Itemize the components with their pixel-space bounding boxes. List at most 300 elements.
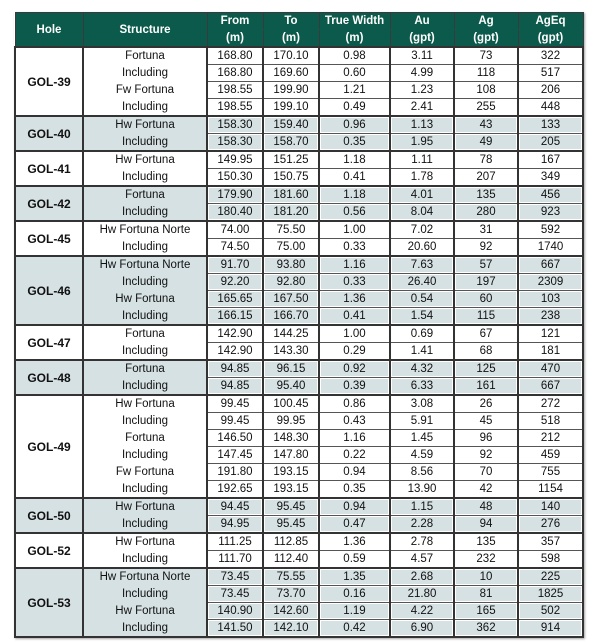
from-cell: 99.45 (207, 413, 263, 430)
hole-id-cell: GOL-45 (15, 221, 83, 256)
ag-cell: 96 (454, 430, 518, 447)
table-row (15, 221, 583, 239)
structure-cell: Hw Fortuna (83, 151, 207, 169)
header-hole: Hole (15, 13, 83, 48)
structure-cell: Fw Fortuna (83, 464, 207, 481)
au-cell: 1.54 (390, 308, 454, 326)
hole-id-cell: GOL-40 (15, 116, 83, 151)
from-cell: 74.00 (207, 221, 263, 239)
from-cell: 99.45 (207, 395, 263, 413)
to-cell: 159.40 (263, 116, 319, 134)
structure-cell: Hw Fortuna (83, 116, 207, 134)
structure-cell: Including (83, 204, 207, 222)
to-cell: 170.10 (263, 47, 319, 65)
header-true-width-unit: (m) (319, 30, 390, 48)
structure-cell: Including (83, 378, 207, 396)
table-row (15, 65, 583, 82)
ag-cell: 26 (454, 395, 518, 413)
ag-cell: 118 (454, 65, 518, 82)
ageq-cell: 349 (518, 169, 583, 187)
header-to-unit: (m) (263, 30, 319, 48)
structure-cell: Including (83, 413, 207, 430)
from-cell: 179.90 (207, 186, 263, 204)
ageq-cell: 121 (518, 325, 583, 343)
from-cell: 166.15 (207, 308, 263, 326)
true-width-cell: 1.16 (319, 256, 390, 274)
ag-cell: 42 (454, 481, 518, 499)
table-row (15, 620, 583, 638)
ag-cell: 31 (454, 221, 518, 239)
ageq-cell: 667 (518, 378, 583, 396)
to-cell: 112.85 (263, 533, 319, 551)
true-width-cell: 0.43 (319, 413, 390, 430)
from-cell: 94.85 (207, 378, 263, 396)
true-width-cell: 0.33 (319, 239, 390, 257)
au-cell: 7.63 (390, 256, 454, 274)
hole-id-cell: GOL-52 (15, 533, 83, 568)
au-cell: 4.32 (390, 360, 454, 378)
table-row (15, 256, 583, 274)
table-row (15, 151, 583, 169)
structure-cell: Including (83, 308, 207, 326)
true-width-cell: 0.35 (319, 481, 390, 499)
from-cell: 168.80 (207, 47, 263, 65)
ageq-cell: 103 (518, 291, 583, 308)
ageq-cell: 238 (518, 308, 583, 326)
table-row (15, 99, 583, 117)
table-row (15, 186, 583, 204)
true-width-cell: 1.19 (319, 603, 390, 620)
au-cell: 1.78 (390, 169, 454, 187)
header-from: From (207, 13, 263, 30)
from-cell: 180.40 (207, 204, 263, 222)
table-row (15, 360, 583, 378)
au-cell: 5.91 (390, 413, 454, 430)
ageq-cell: 206 (518, 82, 583, 99)
au-cell: 1.11 (390, 151, 454, 169)
ageq-cell: 1740 (518, 239, 583, 257)
true-width-cell: 1.16 (319, 430, 390, 447)
hole-id-cell: GOL-42 (15, 186, 83, 221)
to-cell: 100.45 (263, 395, 319, 413)
header-true-width: True Width (319, 13, 390, 30)
au-cell: 6.33 (390, 378, 454, 396)
structure-cell: Fw Fortuna (83, 82, 207, 99)
from-cell: 158.30 (207, 116, 263, 134)
true-width-cell: 1.00 (319, 325, 390, 343)
ageq-cell: 140 (518, 498, 583, 516)
true-width-cell: 0.47 (319, 516, 390, 534)
from-cell: 158.30 (207, 134, 263, 152)
ag-cell: 115 (454, 308, 518, 326)
ag-cell: 49 (454, 134, 518, 152)
ageq-cell: 225 (518, 568, 583, 586)
structure-cell: Hw Fortuna (83, 498, 207, 516)
ageq-cell: 592 (518, 221, 583, 239)
table-body (15, 47, 583, 637)
hole-id-cell: GOL-49 (15, 395, 83, 498)
table-row (15, 430, 583, 447)
header-ag-unit: (gpt) (454, 30, 518, 48)
table-row (15, 533, 583, 551)
true-width-cell: 1.36 (319, 533, 390, 551)
to-cell: 169.60 (263, 65, 319, 82)
header-row-labels (15, 13, 583, 30)
true-width-cell: 1.18 (319, 151, 390, 169)
to-cell: 151.25 (263, 151, 319, 169)
au-cell: 4.99 (390, 65, 454, 82)
structure-cell: Fortuna (83, 186, 207, 204)
table-row (15, 82, 583, 99)
from-cell: 165.65 (207, 291, 263, 308)
au-cell: 1.13 (390, 116, 454, 134)
ag-cell: 73 (454, 47, 518, 65)
ageq-cell: 923 (518, 204, 583, 222)
to-cell: 93.80 (263, 256, 319, 274)
au-cell: 3.08 (390, 395, 454, 413)
structure-cell: Including (83, 239, 207, 257)
header-ageq-unit: (gpt) (518, 30, 583, 48)
ag-cell: 70 (454, 464, 518, 481)
true-width-cell: 0.94 (319, 498, 390, 516)
true-width-cell: 1.21 (319, 82, 390, 99)
structure-cell: Hw Fortuna Norte (83, 568, 207, 586)
ag-cell: 45 (454, 413, 518, 430)
ageq-cell: 470 (518, 360, 583, 378)
au-cell: 2.78 (390, 533, 454, 551)
table-row (15, 498, 583, 516)
table-header (15, 13, 583, 48)
ag-cell: 135 (454, 533, 518, 551)
ageq-cell: 448 (518, 99, 583, 117)
structure-cell: Including (83, 134, 207, 152)
table-row (15, 378, 583, 396)
true-width-cell: 0.59 (319, 551, 390, 569)
ag-cell: 78 (454, 151, 518, 169)
structure-cell: Including (83, 274, 207, 291)
ag-cell: 81 (454, 586, 518, 603)
ageq-cell: 357 (518, 533, 583, 551)
ag-cell: 57 (454, 256, 518, 274)
to-cell: 96.15 (263, 360, 319, 378)
from-cell: 74.50 (207, 239, 263, 257)
true-width-cell: 0.92 (319, 360, 390, 378)
structure-cell: Including (83, 343, 207, 361)
ageq-cell: 167 (518, 151, 583, 169)
ag-cell: 94 (454, 516, 518, 534)
ag-cell: 108 (454, 82, 518, 99)
ageq-cell: 1825 (518, 586, 583, 603)
true-width-cell: 0.86 (319, 395, 390, 413)
structure-cell: Fortuna (83, 360, 207, 378)
from-cell: 198.55 (207, 99, 263, 117)
au-cell: 13.90 (390, 481, 454, 499)
header-au: Au (390, 13, 454, 30)
structure-cell: Hw Fortuna Norte (83, 256, 207, 274)
drill-results-table (14, 12, 584, 638)
ageq-cell: 517 (518, 65, 583, 82)
table-row (15, 603, 583, 620)
to-cell: 167.50 (263, 291, 319, 308)
au-cell: 26.40 (390, 274, 454, 291)
true-width-cell: 0.22 (319, 447, 390, 464)
ag-cell: 161 (454, 378, 518, 396)
ageq-cell: 459 (518, 447, 583, 464)
header-au-unit: (gpt) (390, 30, 454, 48)
ageq-cell: 755 (518, 464, 583, 481)
table-row (15, 204, 583, 222)
to-cell: 193.15 (263, 481, 319, 499)
from-cell: 142.90 (207, 325, 263, 343)
hole-id-cell: GOL-47 (15, 325, 83, 360)
ag-cell: 255 (454, 99, 518, 117)
hole-id-cell: GOL-46 (15, 256, 83, 325)
ageq-cell: 502 (518, 603, 583, 620)
to-cell: 144.25 (263, 325, 319, 343)
structure-cell: Including (83, 586, 207, 603)
from-cell: 111.70 (207, 551, 263, 569)
true-width-cell: 0.42 (319, 620, 390, 638)
from-cell: 198.55 (207, 82, 263, 99)
structure-cell: Hw Fortuna (83, 395, 207, 413)
table-row (15, 568, 583, 586)
ag-cell: 68 (454, 343, 518, 361)
au-cell: 2.68 (390, 568, 454, 586)
table-row (15, 447, 583, 464)
au-cell: 4.57 (390, 551, 454, 569)
from-cell: 94.45 (207, 498, 263, 516)
ag-cell: 135 (454, 186, 518, 204)
ag-cell: 60 (454, 291, 518, 308)
table-row (15, 169, 583, 187)
au-cell: 2.41 (390, 99, 454, 117)
to-cell: 181.20 (263, 204, 319, 222)
true-width-cell: 1.35 (319, 568, 390, 586)
true-width-cell: 0.60 (319, 65, 390, 82)
ag-cell: 280 (454, 204, 518, 222)
ag-cell: 43 (454, 116, 518, 134)
table-row (15, 274, 583, 291)
true-width-cell: 0.41 (319, 308, 390, 326)
to-cell: 75.50 (263, 221, 319, 239)
to-cell: 75.00 (263, 239, 319, 257)
from-cell: 150.30 (207, 169, 263, 187)
table-row (15, 516, 583, 534)
true-width-cell: 0.35 (319, 134, 390, 152)
hole-id-cell: GOL-41 (15, 151, 83, 186)
ageq-cell: 914 (518, 620, 583, 638)
table-row (15, 134, 583, 152)
true-width-cell: 0.56 (319, 204, 390, 222)
ag-cell: 362 (454, 620, 518, 638)
ageq-cell: 205 (518, 134, 583, 152)
ageq-cell: 272 (518, 395, 583, 413)
au-cell: 7.02 (390, 221, 454, 239)
true-width-cell: 0.39 (319, 378, 390, 396)
true-width-cell: 0.49 (319, 99, 390, 117)
from-cell: 94.95 (207, 516, 263, 534)
au-cell: 3.11 (390, 47, 454, 65)
to-cell: 181.60 (263, 186, 319, 204)
from-cell: 92.20 (207, 274, 263, 291)
hole-id-cell: GOL-48 (15, 360, 83, 395)
structure-cell: Including (83, 620, 207, 638)
to-cell: 147.80 (263, 447, 319, 464)
true-width-cell: 0.41 (319, 169, 390, 187)
au-cell: 20.60 (390, 239, 454, 257)
true-width-cell: 0.16 (319, 586, 390, 603)
true-width-cell: 0.94 (319, 464, 390, 481)
table-row (15, 291, 583, 308)
ag-cell: 125 (454, 360, 518, 378)
to-cell: 150.75 (263, 169, 319, 187)
ageq-cell: 276 (518, 516, 583, 534)
table-row (15, 464, 583, 481)
to-cell: 143.30 (263, 343, 319, 361)
ag-cell: 165 (454, 603, 518, 620)
to-cell: 158.70 (263, 134, 319, 152)
hole-id-cell: GOL-53 (15, 568, 83, 637)
to-cell: 92.80 (263, 274, 319, 291)
table-row (15, 116, 583, 134)
structure-cell: Including (83, 481, 207, 499)
au-cell: 6.90 (390, 620, 454, 638)
header-structure: Structure (83, 13, 207, 48)
from-cell: 168.80 (207, 65, 263, 82)
true-width-cell: 1.18 (319, 186, 390, 204)
to-cell: 199.10 (263, 99, 319, 117)
true-width-cell: 1.00 (319, 221, 390, 239)
structure-cell: Including (83, 447, 207, 464)
from-cell: 73.45 (207, 568, 263, 586)
from-cell: 149.95 (207, 151, 263, 169)
structure-cell: Including (83, 99, 207, 117)
structure-cell: Including (83, 65, 207, 82)
ag-cell: 207 (454, 169, 518, 187)
hole-id-cell: GOL-39 (15, 47, 83, 116)
au-cell: 8.56 (390, 464, 454, 481)
ageq-cell: 181 (518, 343, 583, 361)
structure-cell: Hw Fortuna Norte (83, 221, 207, 239)
table-row (15, 308, 583, 326)
au-cell: 2.28 (390, 516, 454, 534)
table-row (15, 325, 583, 343)
to-cell: 142.60 (263, 603, 319, 620)
ag-cell: 48 (454, 498, 518, 516)
to-cell: 112.40 (263, 551, 319, 569)
ag-cell: 197 (454, 274, 518, 291)
to-cell: 193.15 (263, 464, 319, 481)
to-cell: 166.70 (263, 308, 319, 326)
from-cell: 191.80 (207, 464, 263, 481)
to-cell: 142.10 (263, 620, 319, 638)
structure-cell: Fortuna (83, 47, 207, 65)
au-cell: 1.41 (390, 343, 454, 361)
table-row (15, 239, 583, 257)
ageq-cell: 598 (518, 551, 583, 569)
structure-cell: Fortuna (83, 325, 207, 343)
from-cell: 142.90 (207, 343, 263, 361)
structure-cell: Including (83, 169, 207, 187)
table-row (15, 413, 583, 430)
to-cell: 199.90 (263, 82, 319, 99)
header-ageq: AgEq (518, 13, 583, 30)
ag-cell: 92 (454, 447, 518, 464)
ageq-cell: 2309 (518, 274, 583, 291)
from-cell: 140.90 (207, 603, 263, 620)
true-width-cell: 0.96 (319, 116, 390, 134)
true-width-cell: 0.29 (319, 343, 390, 361)
from-cell: 146.50 (207, 430, 263, 447)
true-width-cell: 1.36 (319, 291, 390, 308)
structure-cell: Hw Fortuna (83, 291, 207, 308)
au-cell: 0.69 (390, 325, 454, 343)
hole-id-cell: GOL-50 (15, 498, 83, 533)
to-cell: 95.40 (263, 378, 319, 396)
to-cell: 99.95 (263, 413, 319, 430)
true-width-cell: 0.98 (319, 47, 390, 65)
au-cell: 0.54 (390, 291, 454, 308)
ag-cell: 67 (454, 325, 518, 343)
au-cell: 1.15 (390, 498, 454, 516)
structure-cell: Including (83, 551, 207, 569)
au-cell: 4.59 (390, 447, 454, 464)
au-cell: 21.80 (390, 586, 454, 603)
table-row (15, 551, 583, 569)
ag-cell: 10 (454, 568, 518, 586)
structure-cell: Hw Fortuna (83, 603, 207, 620)
from-cell: 94.85 (207, 360, 263, 378)
table-row (15, 586, 583, 603)
from-cell: 111.25 (207, 533, 263, 551)
au-cell: 1.23 (390, 82, 454, 99)
ageq-cell: 667 (518, 256, 583, 274)
from-cell: 73.45 (207, 586, 263, 603)
table-row (15, 343, 583, 361)
au-cell: 4.01 (390, 186, 454, 204)
au-cell: 4.22 (390, 603, 454, 620)
ag-cell: 92 (454, 239, 518, 257)
from-cell: 91.70 (207, 256, 263, 274)
ageq-cell: 133 (518, 116, 583, 134)
au-cell: 1.45 (390, 430, 454, 447)
from-cell: 192.65 (207, 481, 263, 499)
ageq-cell: 322 (518, 47, 583, 65)
true-width-cell: 0.33 (319, 274, 390, 291)
structure-cell: Including (83, 516, 207, 534)
header-from-unit: (m) (207, 30, 263, 48)
structure-cell: Fortuna (83, 430, 207, 447)
au-cell: 1.95 (390, 134, 454, 152)
table-row (15, 395, 583, 413)
header-to: To (263, 13, 319, 30)
from-cell: 141.50 (207, 620, 263, 638)
au-cell: 8.04 (390, 204, 454, 222)
table-row (15, 481, 583, 499)
header-ag: Ag (454, 13, 518, 30)
structure-cell: Hw Fortuna (83, 533, 207, 551)
to-cell: 95.45 (263, 516, 319, 534)
ageq-cell: 518 (518, 413, 583, 430)
to-cell: 95.45 (263, 498, 319, 516)
to-cell: 75.55 (263, 568, 319, 586)
ageq-cell: 212 (518, 430, 583, 447)
ageq-cell: 456 (518, 186, 583, 204)
ag-cell: 232 (454, 551, 518, 569)
to-cell: 73.70 (263, 586, 319, 603)
to-cell: 148.30 (263, 430, 319, 447)
table-row (15, 47, 583, 65)
